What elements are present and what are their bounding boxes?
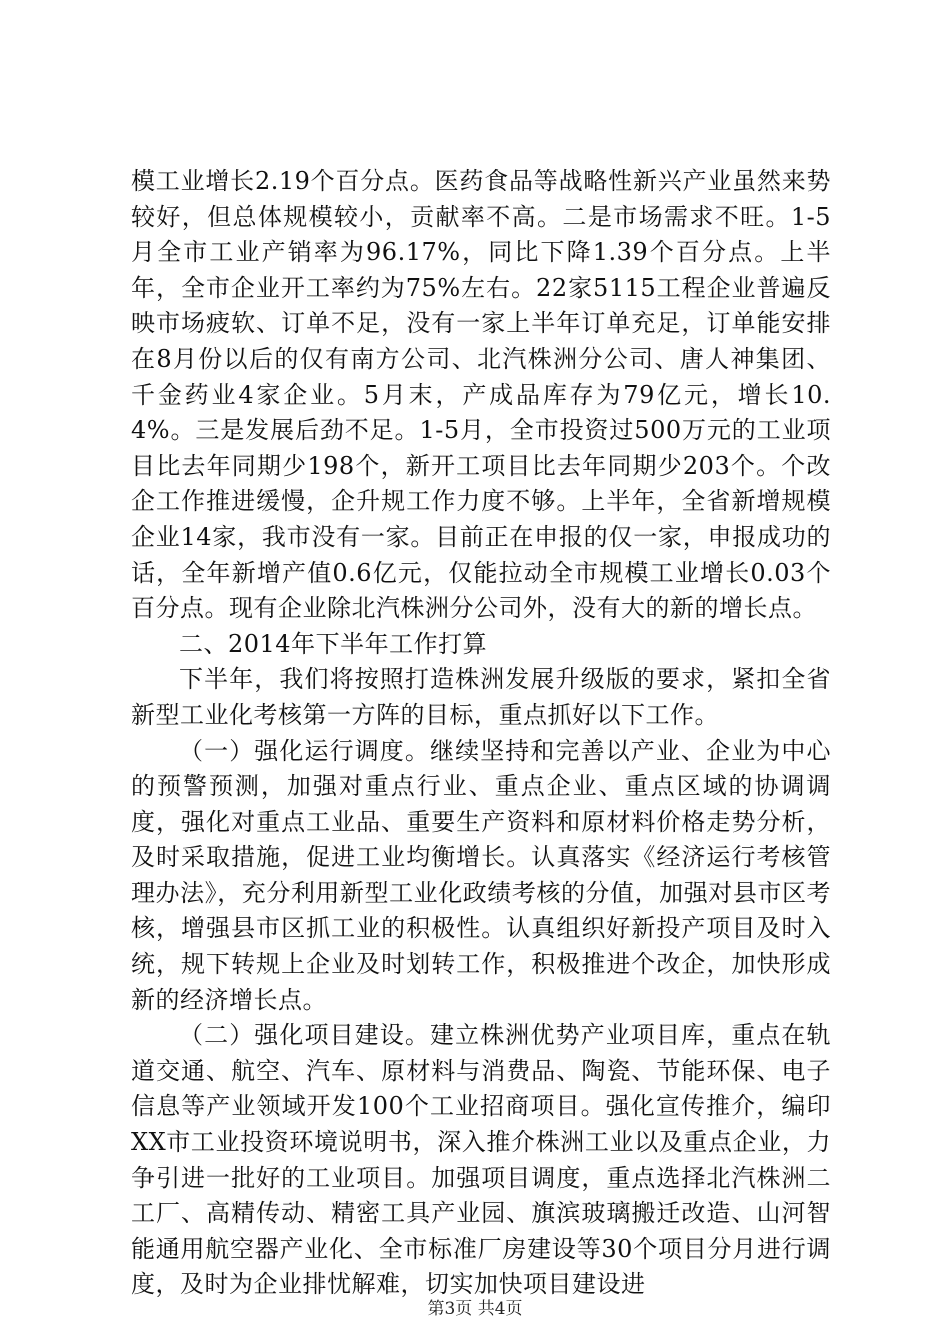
- paragraph-item-1: （一）强化运行调度。继续坚持和完善以产业、企业为中心的预警预测，加强对重点行业、重点企业、重点区域的协调调度，强化对重点工业品、重要生产资料和原材料价格走势分析，及时采取措施，促进工业均衡增长。认真落实《经济运行考核管理办法》，充分利用新型工业化政绩考核的分值，加强对县市区考核，增强县市区抓工业的积极性。认真组织好新投产项目及时入统，规下转规上企业及时划转工作，积极推进个改企，加快形成新的经济增长点。: [131, 736, 831, 1014]
- page-number-footer: 第3页 共4页: [427, 1299, 523, 1319]
- paragraph-intro: 下半年，我们将按照打造株洲发展升级版的要求，紧扣全省新型工业化考核第一方阵的目标，重点抓好以下工作。: [131, 665, 831, 729]
- section-heading: 二、2014年下半年工作打算: [179, 629, 488, 658]
- document-body: [131, 164, 831, 1303]
- paragraph-item-2: （二）强化项目建设。建立株洲优势产业项目库，重点在轨道交通、航空、汽车、原材料与消费品、陶瓷、节能环保、电子信息等产业领域开发100个工业招商项目。强化宣传推介，编印XX市工业投资环境说明书，深入推介株洲工业以及重点企业，力争引进一批好的工业项目。加强项目调度，重点选择北汽株洲二工厂、高精传动、精密工具产业园、旗滨玻璃搬迁改造、山河智能通用航空器产业化、全市标准厂房建设等30个项目分月进行调度，及时为企业排忧解难，切实加快项目建设进: [131, 1021, 831, 1299]
- paragraph-continuation: 模工业增长2.19个百分点。医药食品等战略性新兴产业虽然来势较好，但总体规模较小，贡献率不高。二是市场需求不旺。1-5月全市工业产销率为96.17%，同比下降1.39个百分点。上半年，全市企业开工率约为75%左右。22家5115工程企业普遍反映市场疲软、订单不足，没有一家上半年订单充足，订单能安排在8月份以后的仅有南方公司、北汽株洲分公司、唐人神集团、千金药业4家企业。5月末，产成品库存为79亿元，增长10.4%。三是发展后劲不足。1-5月，全市投资过500万元的工业项目比去年同期少198个，新开工项目比去年同期少203个。个改企工作推进缓慢，企升规工作力度不够。上半年，全省新增规模企业14家，我市没有一家。目前正在申报的仅一家，申报成功的话，全年新增产值0.6亿元，仅能拉动全市规模工业增长0.03个百分点。现有企业除北汽株洲分公司外，没有大的新的增长点。: [131, 167, 831, 623]
